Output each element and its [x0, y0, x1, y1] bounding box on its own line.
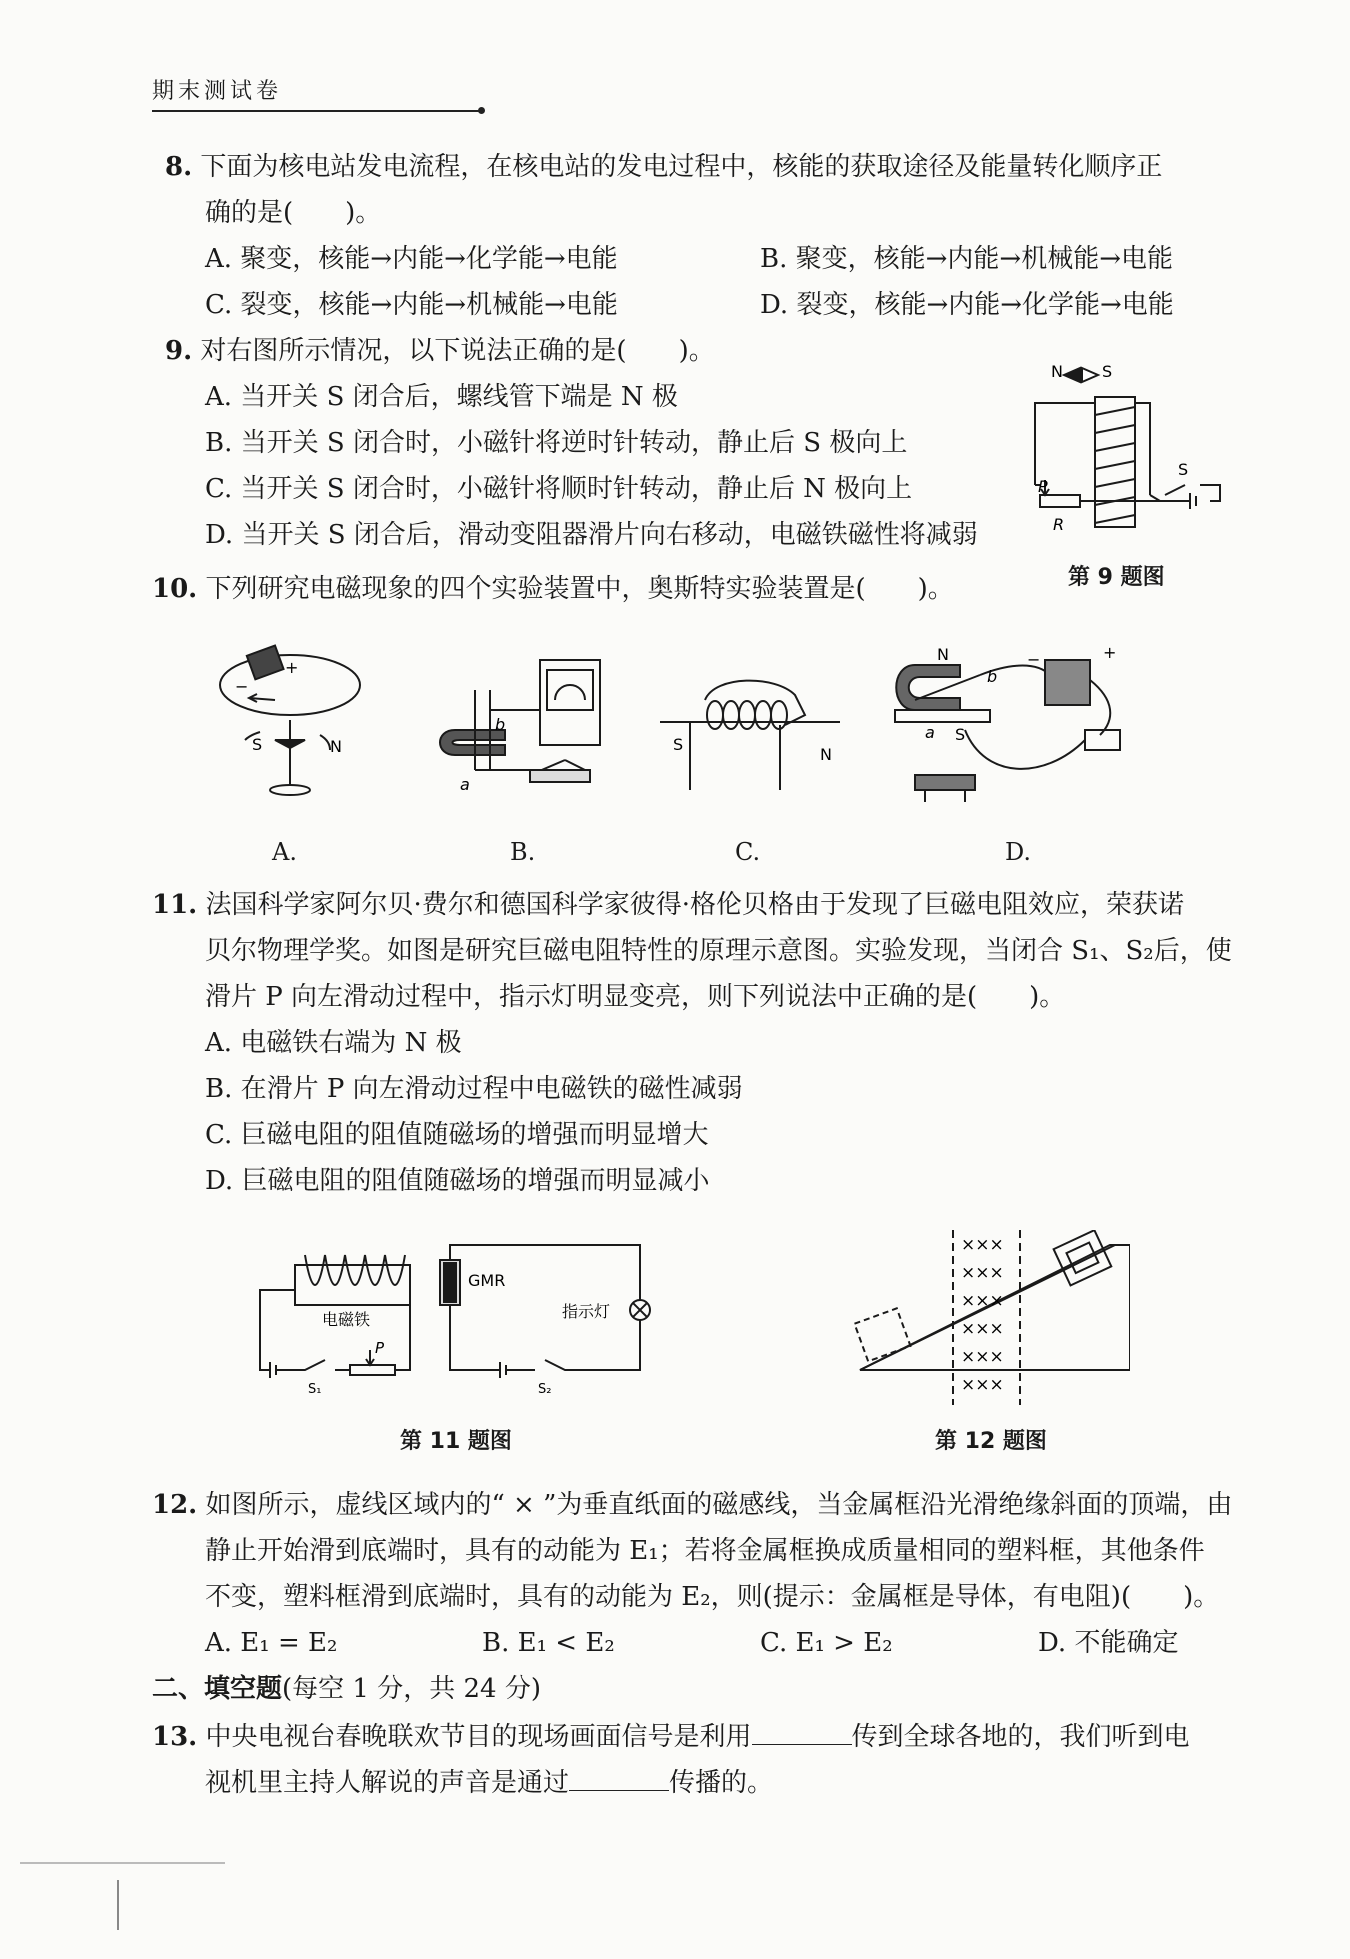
q12-line1 — [152, 1488, 1232, 1522]
q11-option-d: D. 巨磁电阻的阻值随磁场的增强而明显减小 — [205, 1166, 710, 1196]
q11-fig-magnet: 电磁铁 — [322, 1310, 371, 1329]
q12-option-b: B. E₁ < E₂ — [482, 1628, 615, 1658]
q13-blank-1[interactable] — [752, 1718, 852, 1745]
q12-line3: 不变，塑料框滑到底端时，具有的动能为 E₂，则(提示：金属框是导体，有电阻)( )。 — [205, 1582, 1220, 1612]
q11-fig-p: P — [375, 1339, 385, 1357]
q12-figure — [845, 1230, 1130, 1410]
q10-label-a: A. — [272, 838, 297, 866]
q11-number: 11. — [152, 890, 198, 920]
q11-fig-lamp: 指示灯 — [562, 1302, 611, 1321]
q10d-a: a — [925, 723, 935, 742]
q9-figure — [1020, 355, 1240, 545]
section2-title: 二、填空题 — [152, 1674, 283, 1704]
q10a-s: S — [252, 735, 263, 754]
q9-option-a: A. 当开关 S 闭合后，螺线管下端是 N 极 — [205, 382, 678, 412]
q13-text2a: 视机里主持人解说的声音是通过 — [205, 1768, 570, 1798]
q13-text2b: 传播的。 — [669, 1768, 774, 1798]
q8-option-a: A. 聚变，核能→内能→化学能→电能 — [205, 244, 618, 274]
q11-line2: 贝尔物理学奖。如图是研究巨磁电阻特性的原理示意图。实验发现，当闭合 S₁、S₂后，使 — [205, 936, 1232, 966]
q9-fig-switch-label: S — [1178, 460, 1189, 479]
q9-fig-r-label: R — [1053, 515, 1065, 534]
q12-cross-row: ××× — [961, 1319, 1004, 1339]
q13-blank-2[interactable] — [569, 1764, 669, 1791]
q8-option-d: D. 裂变，核能→内能→化学能→电能 — [760, 290, 1174, 320]
q10-line1 — [152, 572, 954, 606]
q9-option-b: B. 当开关 S 闭合时，小磁针将逆时针转动，静止后 S 极向上 — [205, 428, 908, 458]
q12-cross-row: ××× — [961, 1235, 1004, 1255]
q10-figure-b — [435, 650, 615, 800]
q10a-minus: − — [235, 677, 249, 696]
q11-fig-s1: S₁ — [308, 1382, 322, 1397]
q10-label-d: D. — [1005, 838, 1032, 866]
q11-line1 — [152, 888, 1184, 922]
q10c-n: N — [820, 745, 832, 764]
q12-option-d: D. 不能确定 — [1038, 1628, 1179, 1658]
q10-figure-c — [655, 670, 845, 800]
q9-option-d: D. 当开关 S 闭合后，滑动变阻器滑片向右移动，电磁铁磁性将减弱 — [205, 520, 978, 550]
q10a-plus: + — [285, 658, 299, 677]
footer-margin-mark — [117, 1880, 119, 1930]
q10d-s: S — [955, 725, 966, 744]
q9-fig-n-label: N — [1051, 362, 1063, 381]
q10b-a: a — [460, 775, 470, 794]
q10-figure-d — [885, 640, 1165, 810]
q10-label-b: B. — [510, 838, 536, 866]
q10d-n: N — [937, 645, 949, 664]
q9-fig-s-label: S — [1102, 362, 1113, 381]
q11-option-a: A. 电磁铁右端为 N 极 — [205, 1028, 462, 1058]
q9-line1 — [165, 334, 715, 368]
q12-cross-row: ××× — [961, 1375, 1004, 1395]
q11-fig-s2: S₂ — [538, 1382, 552, 1397]
q10d-b: b — [987, 667, 998, 686]
q9-text1: 对右图所示情况，以下说法正确的是( )。 — [200, 336, 715, 366]
q13-number: 13. — [152, 1722, 198, 1752]
q13-line1 — [152, 1718, 1190, 1754]
q10-figure-a — [215, 640, 365, 810]
q9-fig-p-label: P — [1038, 477, 1048, 496]
q9-option-c: C. 当开关 S 闭合时，小磁针将顺时针转动，静止后 N 极向上 — [205, 474, 913, 504]
q8-line1 — [165, 150, 1162, 184]
q8-option-c: C. 裂变，核能→内能→机械能→电能 — [205, 290, 618, 320]
page-header-title: 期末测试卷 — [152, 79, 283, 104]
q10a-n: N — [330, 737, 342, 756]
header-rule-dot — [478, 107, 485, 114]
q11-option-c: C. 巨磁电阻的阻值随磁场的增强而明显增大 — [205, 1120, 709, 1150]
q12-cross-row: ××× — [961, 1291, 1004, 1311]
q9-number: 9. — [165, 336, 193, 366]
header-rule — [152, 110, 482, 112]
q8-line2: 确的是( )。 — [205, 198, 382, 228]
section2-heading — [152, 1672, 541, 1706]
q11-line3: 滑片 P 向左滑动过程中，指示灯明显变亮，则下列说法中正确的是( )。 — [205, 982, 1066, 1012]
q12-number: 12. — [152, 1490, 198, 1520]
footer-rule — [20, 1862, 225, 1864]
q11-figure-caption: 第 11 题图 — [400, 1429, 512, 1454]
q8-option-b: B. 聚变，核能→内能→机械能→电能 — [760, 244, 1173, 274]
q10c-s: S — [673, 735, 684, 754]
q12-line2: 静止开始滑到底端时，具有的动能为 E₁；若将金属框换成质量相同的塑料框，其他条件 — [205, 1536, 1205, 1566]
q8-text1: 下面为核电站发电流程，在核电站的发电过程中，核能的获取途径及能量转化顺序正 — [200, 152, 1163, 182]
q10-number: 10. — [152, 574, 198, 604]
q12-figure-caption: 第 12 题图 — [935, 1429, 1047, 1454]
q11-text1: 法国科学家阿尔贝·费尔和德国科学家彼得·格伦贝格由于发现了巨磁电阻效应，荣获诺 — [205, 890, 1185, 920]
q12-text1: 如图所示，虚线区域内的“ × ”为垂直纸面的磁感线，当金属框沿光滑绝缘斜面的顶端，由 — [205, 1490, 1233, 1520]
q10-label-c: C. — [735, 838, 761, 866]
q12-cross-row: ××× — [961, 1263, 1004, 1283]
section2-note: (每空 1 分，共 24 分) — [282, 1674, 541, 1704]
q10b-b: b — [495, 715, 506, 734]
q11-fig-gmr: GMR — [468, 1271, 506, 1290]
q9-figure-caption: 第 9 题图 — [1068, 565, 1165, 590]
q12-option-c: C. E₁ > E₂ — [760, 1628, 893, 1658]
q13-line2 — [205, 1764, 773, 1800]
q11-figure — [250, 1235, 660, 1415]
q10-text1: 下列研究电磁现象的四个实验装置中，奥斯特实验装置是( )。 — [205, 574, 954, 604]
q10d-plus: + — [1103, 643, 1117, 662]
q10d-minus: − — [1027, 650, 1041, 669]
q11-option-b: B. 在滑片 P 向左滑动过程中电磁铁的磁性减弱 — [205, 1074, 743, 1104]
q13-text1b: 传到全球各地的，我们听到电 — [851, 1722, 1190, 1752]
q12-cross-row: ××× — [961, 1347, 1004, 1367]
q13-text1a: 中央电视台春晚联欢节目的现场画面信号是利用 — [205, 1722, 752, 1752]
q12-option-a: A. E₁ = E₂ — [205, 1628, 338, 1658]
q8-number: 8. — [165, 152, 193, 182]
